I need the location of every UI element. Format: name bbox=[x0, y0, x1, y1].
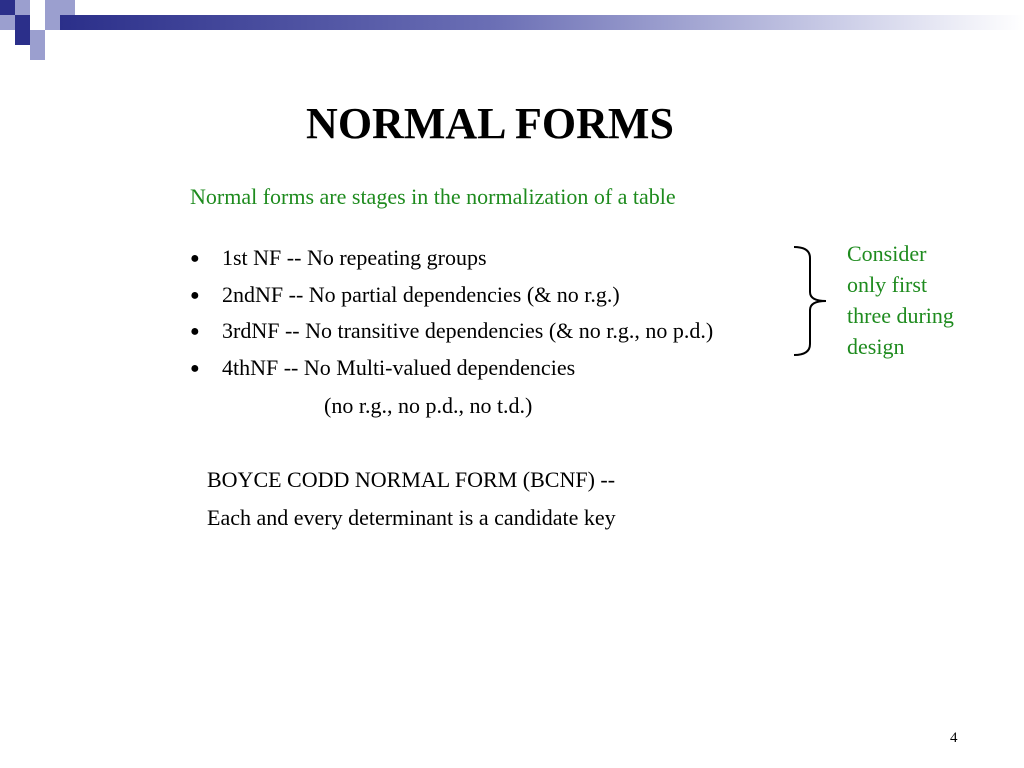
corner-square bbox=[0, 0, 15, 15]
corner-square bbox=[30, 45, 45, 60]
bullet-dot-icon: ● bbox=[190, 323, 200, 340]
corner-square bbox=[45, 0, 60, 15]
bullet-item bbox=[190, 317, 713, 346]
bullet-item bbox=[190, 244, 487, 273]
right-brace-icon bbox=[792, 244, 832, 359]
design-note bbox=[847, 238, 1007, 362]
corner-square bbox=[15, 0, 30, 15]
bcnf-heading: BOYCE CODD NORMAL FORM (BCNF) -- bbox=[207, 467, 616, 492]
design-note-line: Consider bbox=[847, 241, 927, 266]
bullet-text: 1st NF -- No repeating groups bbox=[222, 245, 487, 270]
corner-square bbox=[60, 0, 75, 15]
corner-square bbox=[30, 30, 45, 45]
corner-square bbox=[15, 30, 30, 45]
bullet-dot-icon: ● bbox=[190, 250, 200, 267]
bullet-text: 4thNF -- No Multi-valued dependencies bbox=[222, 355, 576, 380]
design-note-line: design bbox=[847, 334, 905, 359]
bullet-dot-icon: ● bbox=[190, 360, 200, 377]
slide-subtitle: Normal forms are stages in the normalization of a table bbox=[190, 184, 676, 209]
slide-title: NORMAL FORMS bbox=[306, 99, 674, 148]
bullet-dot-icon: ● bbox=[190, 287, 200, 304]
page-number: 4 bbox=[950, 730, 958, 746]
header-gradient-bar bbox=[60, 15, 1024, 30]
design-note-line: three during bbox=[847, 303, 954, 328]
bullet-continuation: (no r.g., no p.d., no t.d.) bbox=[324, 393, 533, 418]
design-note-line: only first bbox=[847, 272, 928, 297]
bcnf-definition: Each and every determinant is a candidate key bbox=[207, 505, 616, 530]
corner-square bbox=[0, 15, 15, 30]
corner-square bbox=[45, 15, 60, 30]
bullet-text: 3rdNF -- No transitive dependencies (& no r.g., no p.d.) bbox=[222, 318, 714, 343]
corner-square bbox=[15, 15, 30, 30]
bullet-item bbox=[190, 281, 620, 310]
bullet-text: 2ndNF -- No partial dependencies (& no r.g.) bbox=[222, 282, 620, 307]
bullet-item bbox=[190, 354, 575, 383]
